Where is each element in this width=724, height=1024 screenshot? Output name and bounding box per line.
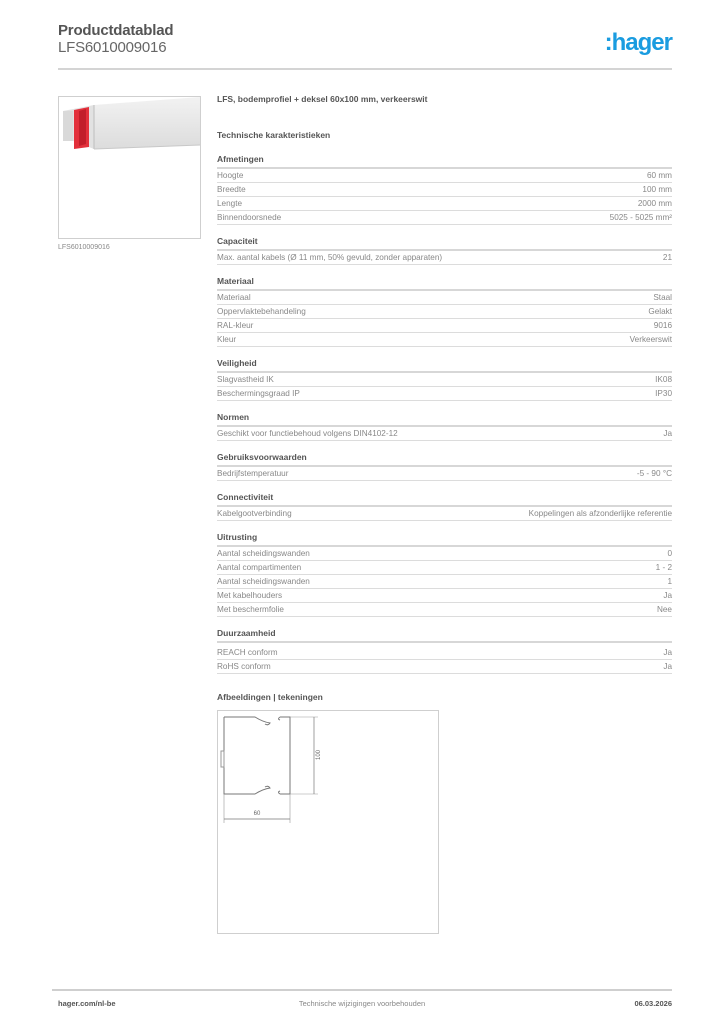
spec-label: Materiaal	[217, 293, 251, 302]
section-connectiviteit	[217, 492, 672, 521]
section-duurzaamheid	[217, 628, 672, 674]
spec-label: Kleur	[217, 335, 237, 344]
section-title: Connectiviteit	[217, 492, 672, 507]
spec-label: Met beschermfolie	[217, 605, 284, 614]
footer-website: hager.com/nl-be	[58, 999, 116, 1008]
section-title: Gebruiksvoorwaarden	[217, 452, 672, 467]
section-title: Duurzaamheid	[217, 628, 672, 643]
cross-section-drawing-icon	[218, 711, 438, 933]
dim-width: 60	[253, 811, 261, 817]
spec-row	[217, 603, 672, 617]
spec-value: Ja	[663, 591, 672, 600]
spec-value: 2000 mm	[637, 199, 672, 208]
spec-label: RAL-kleur	[217, 321, 254, 330]
spec-label: RoHS conform	[217, 662, 271, 671]
spec-label: REACH conform	[217, 648, 278, 657]
section-title: Capaciteit	[217, 236, 672, 251]
spec-label: Aantal scheidingswanden	[217, 549, 310, 558]
spec-row	[217, 373, 672, 387]
spec-label: Binnendoorsnede	[217, 213, 282, 222]
spec-value: Ja	[663, 648, 672, 657]
spec-label: Bedrijfstemperatuur	[217, 469, 289, 478]
spec-label: Slagvastheid IK	[217, 375, 274, 384]
spec-row	[217, 660, 672, 674]
section-title: Materiaal	[217, 276, 672, 291]
technical-drawing	[217, 710, 439, 934]
product-code: LFS6010009016	[58, 39, 167, 56]
spec-row	[217, 169, 672, 183]
section-materiaal	[217, 276, 672, 347]
product-image	[58, 96, 201, 239]
spec-row	[217, 211, 672, 225]
spec-value: IK08	[655, 375, 672, 384]
spec-value: Ja	[663, 429, 672, 438]
section-afmetingen	[217, 154, 672, 225]
spec-value: Ja	[663, 662, 672, 671]
spec-row	[217, 575, 672, 589]
spec-value: 60 mm	[646, 171, 672, 180]
spec-row	[217, 387, 672, 401]
section-title: Afmetingen	[217, 154, 672, 169]
drawings-title: Afbeeldingen | tekeningen	[217, 692, 323, 702]
spec-label: Aantal compartimenten	[217, 563, 302, 572]
spec-value: 1 - 2	[655, 563, 672, 572]
footer-divider	[52, 989, 672, 991]
spec-label: Met kabelhouders	[217, 591, 283, 600]
spec-value: Staal	[653, 293, 672, 302]
section-uitrusting	[217, 532, 672, 617]
spec-value: IP30	[655, 389, 672, 398]
spec-value: Gelakt	[648, 307, 672, 316]
hager-logo: :hager	[604, 29, 672, 56]
spec-label: Kabelgootverbinding	[217, 509, 292, 518]
section-title: Uitrusting	[217, 532, 672, 547]
product-name: LFS, bodemprofiel + deksel 60x100 mm, verkeerswit	[217, 94, 428, 104]
spec-value: 100 mm	[642, 185, 672, 194]
spec-value: Nee	[656, 605, 672, 614]
spec-value: Koppelingen als afzonderlijke referentie	[528, 509, 672, 518]
spec-value: 5025 - 5025 mm²	[609, 213, 672, 222]
spec-label: Lengte	[217, 199, 243, 208]
section-title: Veiligheid	[217, 358, 672, 373]
spec-row	[217, 183, 672, 197]
header-divider	[58, 68, 672, 70]
spec-row	[217, 547, 672, 561]
spec-label: Aantal scheidingswanden	[217, 577, 310, 586]
spec-label: Beschermingsgraad IP	[217, 389, 300, 398]
spec-row	[217, 197, 672, 211]
section-normen	[217, 412, 672, 441]
spec-label: Breedte	[217, 185, 246, 194]
section-veiligheid	[217, 358, 672, 401]
spec-row	[217, 319, 672, 333]
spec-content	[217, 94, 672, 934]
spec-label: Hoogte	[217, 171, 244, 180]
spec-value: 1	[667, 577, 672, 586]
spec-row	[217, 507, 672, 521]
cable-trunking-photo-icon	[59, 97, 200, 238]
dim-height: 100	[316, 749, 322, 761]
spec-row	[217, 251, 672, 265]
spec-row	[217, 333, 672, 347]
image-caption: LFS6010009016	[58, 244, 110, 251]
page-header	[58, 22, 672, 68]
footer-date: 06.03.2026	[634, 999, 672, 1008]
spec-row	[217, 561, 672, 575]
footer-disclaimer: Technische wijzigingen voorbehouden	[298, 999, 426, 1008]
section-title: Normen	[217, 412, 672, 427]
spec-value: -5 - 90 °C	[636, 469, 672, 478]
spec-value: 0	[667, 549, 672, 558]
document-title: Productdatablad	[58, 22, 174, 39]
section-capaciteit	[217, 236, 672, 265]
section-gebruiksvoorwaarden	[217, 452, 672, 481]
spec-label: Geschikt voor functiebehoud volgens DIN4102-12	[217, 429, 398, 438]
spec-value: 9016	[653, 321, 672, 330]
spec-label: Max. aantal kabels (Ø 11 mm, 50% gevuld, zonder apparaten)	[217, 253, 443, 262]
spec-row	[217, 427, 672, 441]
spec-row	[217, 291, 672, 305]
spec-row	[217, 646, 672, 660]
spec-row	[217, 467, 672, 481]
spec-row	[217, 589, 672, 603]
tech-characteristics-title: Technische karakteristieken	[217, 130, 331, 140]
spec-label: Oppervlaktebehandeling	[217, 307, 306, 316]
spec-value: Verkeerswit	[629, 335, 672, 344]
spec-row	[217, 305, 672, 319]
spec-value: 21	[662, 253, 672, 262]
